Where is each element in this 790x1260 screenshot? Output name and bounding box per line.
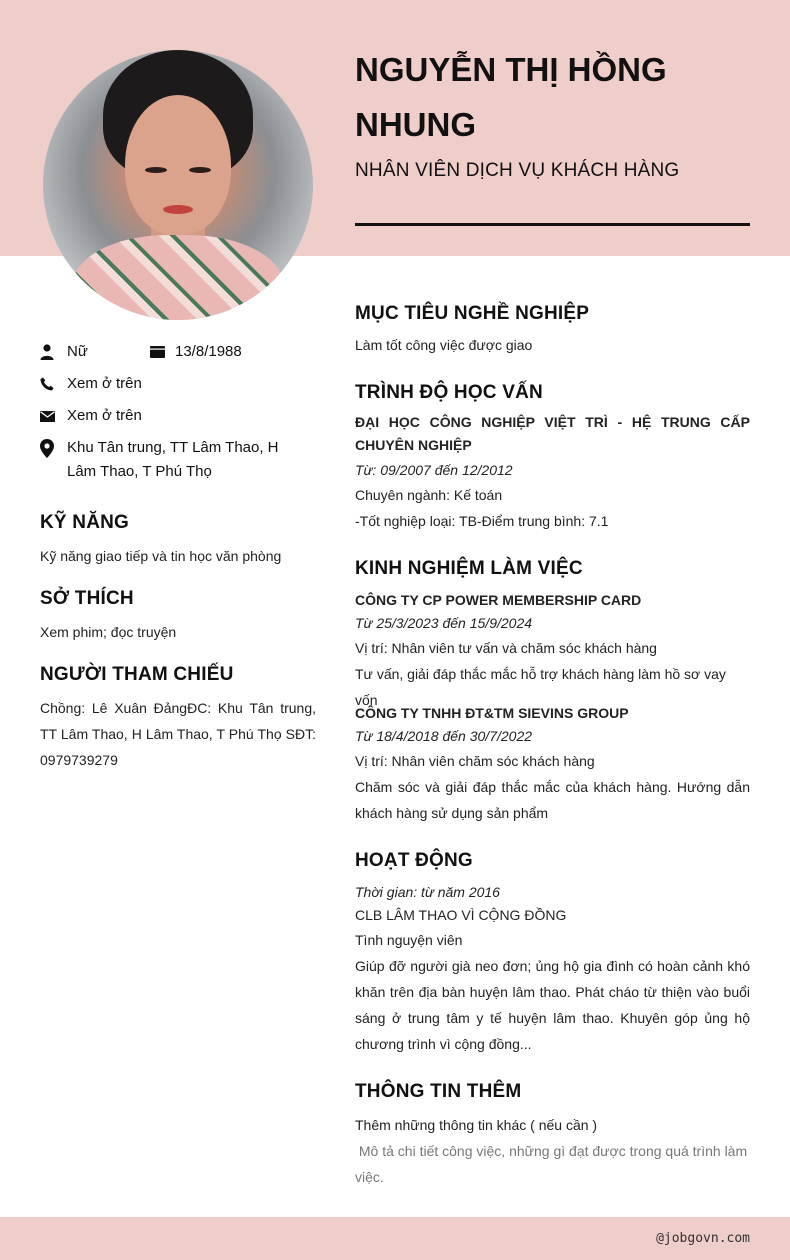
job-period: Từ 18/4/2018 đến 30/7/2022 [355,728,533,744]
footer-brand: @jobgovn.com [656,1231,750,1246]
job-company: CÔNG TY TNHH ĐT&TM SIEVINS GROUP [355,705,629,721]
education-period: Từ: 09/2007 đến 12/2012 [355,462,513,478]
email-icon [40,404,67,428]
education-grade: -Tốt nghiệp loại: TB-Điểm trung bình: 7.1 [355,513,609,529]
additional-heading: THÔNG TIN THÊM [355,1081,522,1102]
profile-photo [43,50,313,320]
address-value: Khu Tân trung, TT Lâm Thao, H Lâm Thao, T Phú Thọ [67,439,279,480]
education-major: Chuyên ngành: Kế toán [355,487,503,503]
dob-value: 13/8/1988 [175,343,242,360]
job-company: CÔNG TY CP POWER MEMBERSHIP CARD [355,592,642,608]
job-description: Tư vấn, giải đáp thắc mắc hỗ trợ khách hàng làm hồ sơ vay vốn [355,666,726,708]
education-school: ĐẠI HỌC CÔNG NGHIỆP VIỆT TRÌ - HỆ TRUNG CẤP CHUYÊN NGHIỆP [355,414,750,453]
objective-heading: MỤC TIÊU NGHỀ NGHIỆP [355,303,590,324]
activities-org: CLB LÂM THAO VÌ CỘNG ĐỒNG [355,907,567,923]
education-heading: TRÌNH ĐỘ HỌC VẤN [355,382,543,403]
references-text: Chồng: Lê Xuân ĐảngĐC: Khu Tân trung, TT Lâm Thao, H Lâm Thao, T Phú Thọ SĐT: 0979739279 [40,700,316,768]
calendar-icon [150,340,175,364]
candidate-name: NGUYỄN THỊ HỒNG NHUNG [355,51,667,143]
hobbies-text: Xem phim; đọc truyện [40,624,177,640]
location-pin-icon [40,436,67,460]
objective-text: Làm tốt công việc được giao [355,337,533,353]
gender-value: Nữ [67,343,88,360]
phone-row [40,372,142,396]
additional-line1: Thêm những thông tin khác ( nếu cần ) [355,1117,598,1133]
hobbies-heading: SỞ THÍCH [40,588,134,609]
phone-value: Xem ở trên [67,375,142,392]
activities-heading: HOẠT ĐỘNG [355,850,473,871]
activities-period: Thời gian: từ năm 2016 [355,884,500,900]
additional-line2: Mô tả chi tiết công việc, những gì đạt được trong quá trình làm việc. [355,1143,752,1185]
job-title: NHÂN VIÊN DỊCH VỤ KHÁCH HÀNG [355,160,680,181]
job-position: Vị trí: Nhân viên chăm sóc khách hàng [355,753,595,769]
dob-row [150,340,242,364]
email-row [40,404,142,428]
job-period: Từ 25/3/2023 đến 15/9/2024 [355,615,533,631]
activities-description: Giúp đỡ người già neo đơn; ủng hộ gia đình có hoàn cảnh khó khăn trên địa bàn huyện lâm thao. Phát cháo từ thiện vào buổi sáng ở trung tâm y tế huyện lâm thao. Khuyên góp ủng hộ chương trình vì cộng đồng... [355,958,750,1052]
title-divider [355,223,750,226]
skills-text: Kỹ năng giao tiếp và tin học văn phòng [40,548,282,564]
experience-heading: KINH NGHIỆM LÀM VIỆC [355,558,583,579]
activities-role: Tình nguyện viên [355,932,463,948]
job-description: Chăm sóc và giải đáp thắc mắc của khách hàng. Hướng dẫn khách hàng sử dụng sản phẩm [355,779,750,821]
skills-heading: KỸ NĂNG [40,512,130,533]
job-position: Vị trí: Nhân viên tư vấn và chăm sóc khách hàng [355,640,657,656]
gender-row [40,340,88,364]
address-row [40,436,310,484]
person-icon [40,340,67,364]
references-heading: NGƯỜI THAM CHIẾU [40,664,234,685]
phone-icon [40,372,67,396]
email-value: Xem ở trên [67,407,142,424]
